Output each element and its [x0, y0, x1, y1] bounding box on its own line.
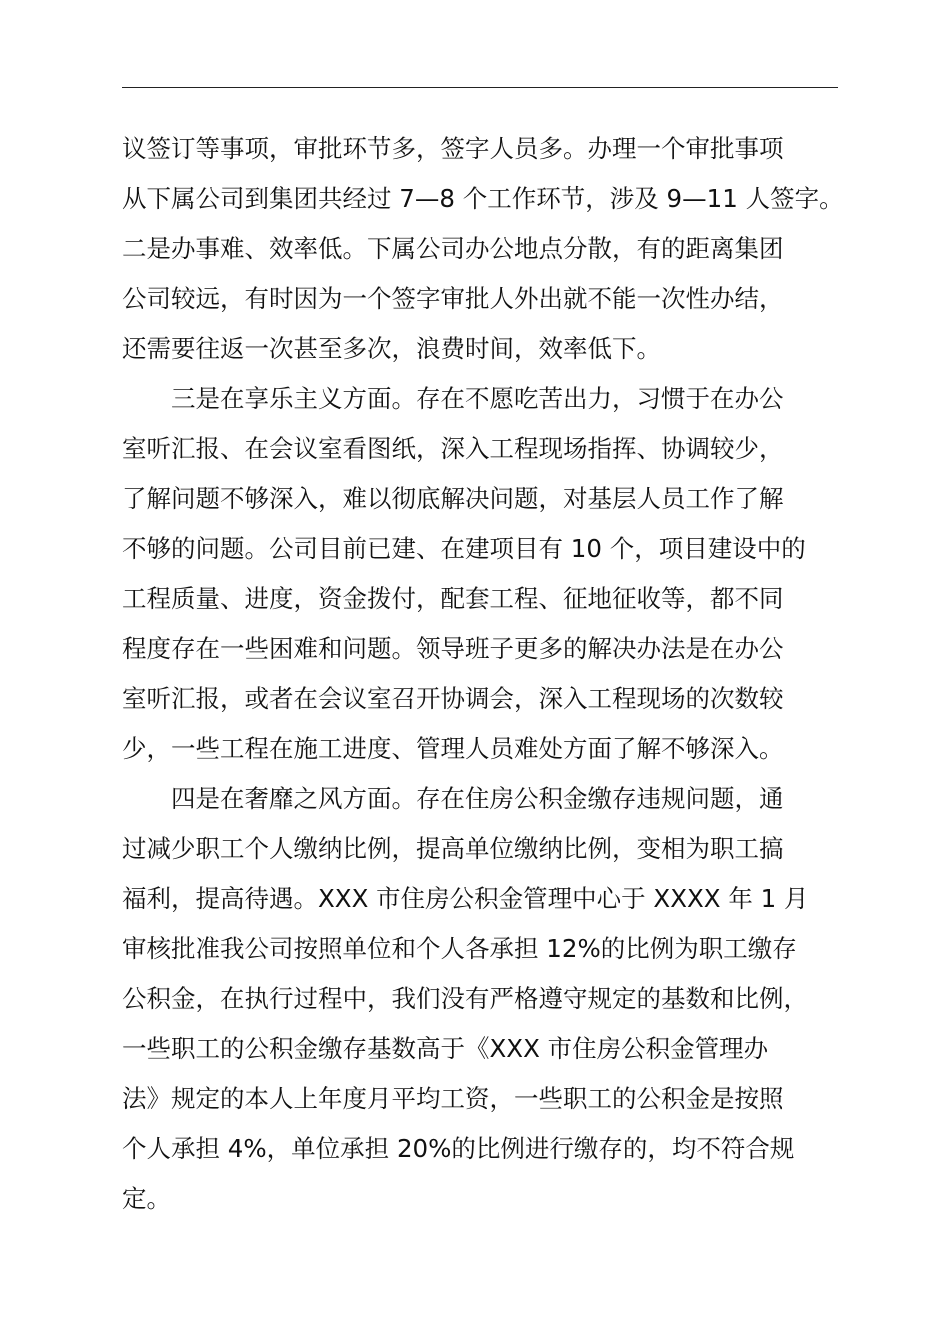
text-line: 审核批准我公司按照单位和个人各承担 12%的比例为职工缴存	[122, 934, 797, 963]
text-line: 定。	[122, 1184, 171, 1213]
text-line: 议签订等事项，审批环节多，签字人员多。办理一个审批事项	[122, 134, 784, 163]
text-line: 工程质量、进度，资金拨付，配套工程、征地征收等，都不同	[122, 584, 784, 613]
text-line: 二是办事难、效率低。下属公司办公地点分散，有的距离集团	[122, 234, 784, 263]
text-line: 法》规定的本人上年度月平均工资，一些职工的公积金是按照	[122, 1084, 784, 1113]
text-line: 程度存在一些困难和问题。领导班子更多的解决办法是在办公	[122, 634, 784, 663]
text-line: 个人承担 4%，单位承担 20%的比例进行缴存的，均不符合规	[122, 1134, 795, 1163]
paragraph-first-line: 三是在享乐主义方面。存在不愿吃苦出力，习惯于在办公	[171, 384, 784, 413]
text-line: 一些职工的公积金缴存基数高于《XXX 市住房公积金管理办	[122, 1034, 769, 1063]
text-line: 公积金，在执行过程中，我们没有严格遵守规定的基数和比例，	[122, 984, 808, 1013]
text-line: 从下属公司到集团共经过 7—8 个工作环节，涉及 9—11 人签字。	[122, 184, 844, 213]
text-line: 少，一些工程在施工进度、管理人员难处方面了解不够深入。	[122, 734, 784, 763]
text-line: 室听汇报、在会议室看图纸，深入工程现场指挥、协调较少，	[122, 434, 784, 463]
text-line: 公司较远，有时因为一个签字审批人外出就不能一次性办结，	[122, 284, 784, 313]
header-rule	[122, 87, 838, 88]
text-line: 不够的问题。公司目前已建、在建项目有 10 个，项目建设中的	[122, 534, 806, 563]
paragraph-first-line: 四是在奢靡之风方面。存在住房公积金缴存违规问题，通	[171, 784, 784, 813]
text-line: 福利，提高待遇。XXX 市住房公积金管理中心于 XXXX 年 1 月	[122, 884, 809, 913]
text-line: 还需要往返一次甚至多次，浪费时间，效率低下。	[122, 334, 661, 363]
text-line: 室听汇报，或者在会议室召开协调会，深入工程现场的次数较	[122, 684, 784, 713]
text-line: 了解问题不够深入，难以彻底解决问题，对基层人员工作了解	[122, 484, 784, 513]
text-line: 过减少职工个人缴纳比例，提高单位缴纳比例，变相为职工搞	[122, 834, 784, 863]
document-body	[122, 124, 842, 1224]
